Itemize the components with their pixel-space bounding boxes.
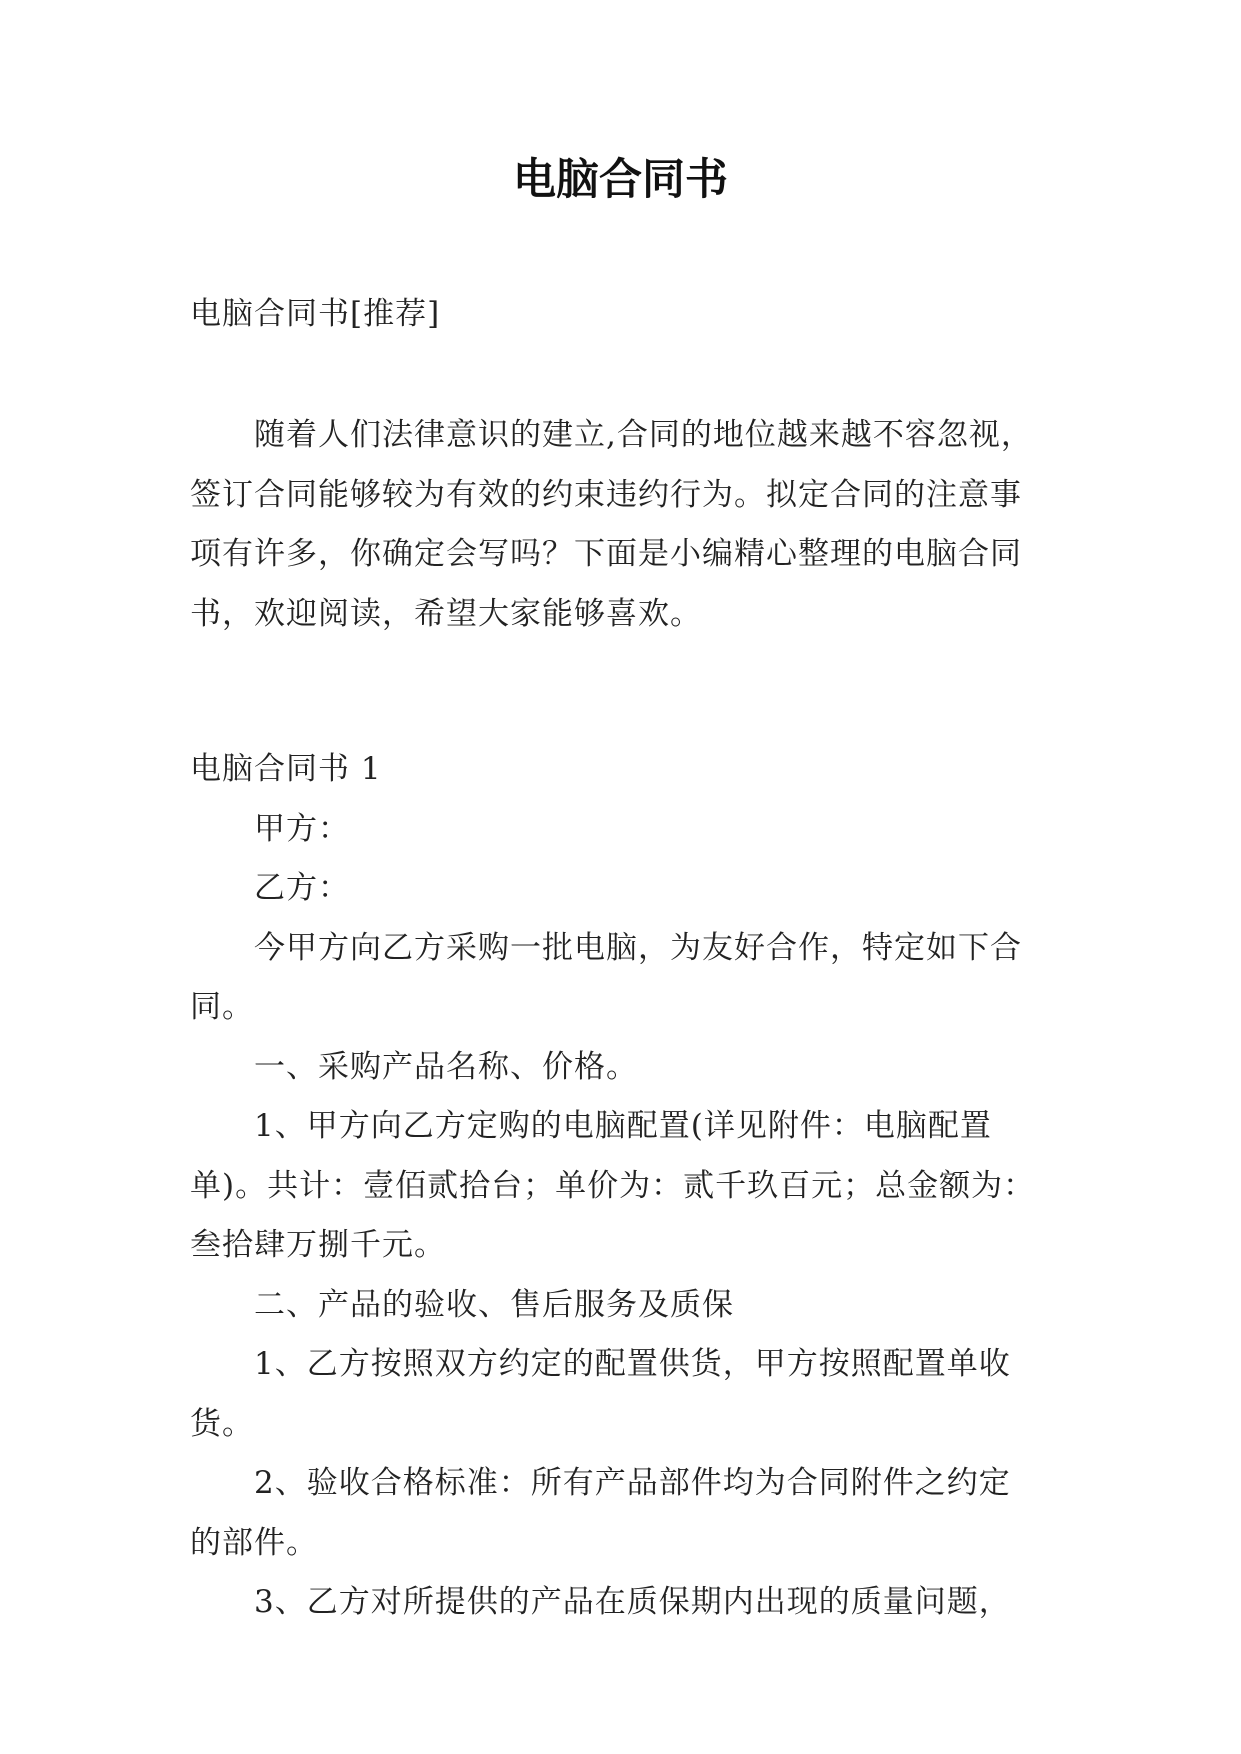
intro-line: 签订合同能够较为有效的约束违约行为。拟定合同的注意事 bbox=[190, 476, 1022, 513]
intro-line: 随着人们法律意识的建立,合同的地位越来越不容忽视， bbox=[254, 417, 1033, 453]
clause-1-heading: 一、采购产品名称、价格。 bbox=[254, 1048, 638, 1085]
intro-line: 项有许多，你确定会写吗？下面是小编精心整理的电脑合同 bbox=[190, 536, 1022, 572]
party-a-label: 甲方： bbox=[254, 810, 350, 847]
preamble-line: 同。 bbox=[190, 989, 254, 1025]
clause-2-item-1-line: 货。 bbox=[190, 1405, 254, 1442]
document-subtitle: 电脑合同书[推荐] bbox=[190, 296, 441, 332]
clause-1-item-1-line: 单)。共计：壹佰贰拾台；单价为：贰千玖百元；总金额为： bbox=[190, 1167, 1036, 1204]
party-b-label: 乙方： bbox=[254, 870, 350, 906]
page-title: 电脑合同书 bbox=[513, 155, 728, 205]
clause-1-item-1-line: 1、甲方向乙方定购的电脑配置(详见附件：电脑配置 bbox=[254, 1108, 992, 1144]
clause-2-item-3-line: 3、乙方对所提供的产品在质保期内出现的质量问题， bbox=[254, 1584, 1011, 1620]
clause-2-item-2-line: 的部件。 bbox=[190, 1524, 318, 1561]
preamble-line: 今甲方向乙方采购一批电脑，为友好合作，特定如下合 bbox=[254, 929, 1022, 966]
clause-2-heading: 二、产品的验收、售后服务及质保 bbox=[254, 1286, 734, 1323]
section-heading: 电脑合同书 1 bbox=[190, 751, 382, 787]
clause-2-item-1-line: 1、乙方按照双方约定的配置供货，甲方按照配置单收 bbox=[254, 1346, 1011, 1382]
document-body bbox=[190, 406, 1058, 1633]
clause-2-item-2-line: 2、验收合格标准：所有产品部件均为合同附件之约定 bbox=[254, 1465, 1011, 1501]
intro-line: 书，欢迎阅读，希望大家能够喜欢。 bbox=[190, 595, 702, 632]
clause-1-item-1-line: 叁拾肆万捌千元。 bbox=[190, 1227, 446, 1263]
paragraph-gap bbox=[190, 644, 1058, 740]
